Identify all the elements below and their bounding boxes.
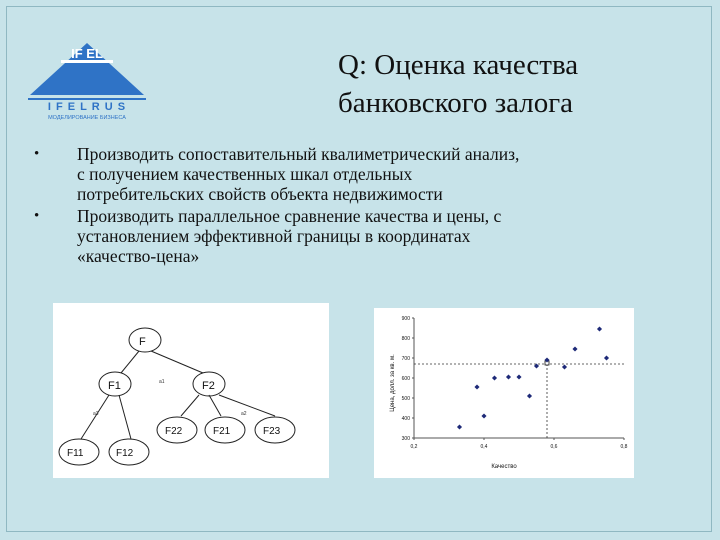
bullet-line: «качество-цена» [77,246,200,266]
chart-data-point [562,364,567,369]
ifel-rus-logo [26,40,148,122]
chart-y-tick-label: 800 [401,336,410,342]
tree-label-f22: F22 [165,426,183,437]
chart-y-tick-label: 500 [401,396,410,402]
chart-ylabel: Цена, долл. за кв. м. [390,354,396,412]
chart-data-point [597,326,602,331]
bullet-line: Производить сопоставительный квалиметрический анализ, [77,144,520,164]
title-line-2: банковского залога [338,87,574,119]
chart-y-tick-label: 600 [401,376,410,382]
bullet-item [32,144,672,204]
chart-y-tick-label: 400 [401,416,410,422]
chart-data-point [604,355,609,360]
chart-xlabel: Качество [491,464,517,470]
tree-label-f12: F12 [116,448,134,459]
tree-label-f11: F11 [67,448,84,459]
chart-x-tick-label: 0,8 [620,444,628,450]
chart-data-point [527,393,532,398]
slide-title [338,46,698,122]
tree-label-f21: F21 [213,426,231,437]
tree-weight-label: a2 [241,411,247,417]
bullet-line: с получением качественных шкал отдельных [77,164,413,184]
bullet-line: установлением эффективной границы в координатах [77,226,471,246]
chart-data-point [481,413,486,418]
tree-label-f23: F23 [263,426,281,437]
chart-data-point [474,384,479,389]
chart-x-tick-label: 0,2 [410,444,418,450]
bullet-list [32,144,672,268]
chart-data-point [516,374,521,379]
tree-label-root: F [139,336,146,348]
chart-data-point [457,424,462,429]
chart-y-tick-label: 900 [401,316,410,322]
chart-data-point [506,374,511,379]
hierarchy-tree-diagram [53,303,329,478]
chart-data-point [572,346,577,351]
tree-label-f1: F1 [108,380,121,392]
chart-y-tick-label: 300 [401,436,410,442]
bullet-item [32,206,672,266]
logo-main-text: I F E L R U S [47,101,127,113]
bullet-line: Производить параллельное сравнение качества и цены, с [77,206,502,226]
bullet-line: потребительских свойств объекта недвижимости [77,184,443,204]
bullet-dot-icon: • [34,208,40,224]
chart-data-point [492,375,497,380]
chart-x-tick-label: 0,6 [550,444,558,450]
tree-weight-label: a3 [93,411,99,417]
chart-y-tick-label: 700 [401,356,410,362]
chart-x-tick-label: 0,4 [480,444,488,450]
logo-top-text: IF EL [71,46,103,61]
tree-weight-label: a1 [159,379,165,385]
quality-price-scatter-chart [374,308,634,478]
bullet-dot-icon: • [34,146,40,162]
tree-label-f2: F2 [202,380,215,392]
logo-sub-text: МОДЕЛИРОВАНИЕ БИЗНЕСА [48,115,126,121]
title-line-1: Q: Оценка качества [338,49,579,81]
